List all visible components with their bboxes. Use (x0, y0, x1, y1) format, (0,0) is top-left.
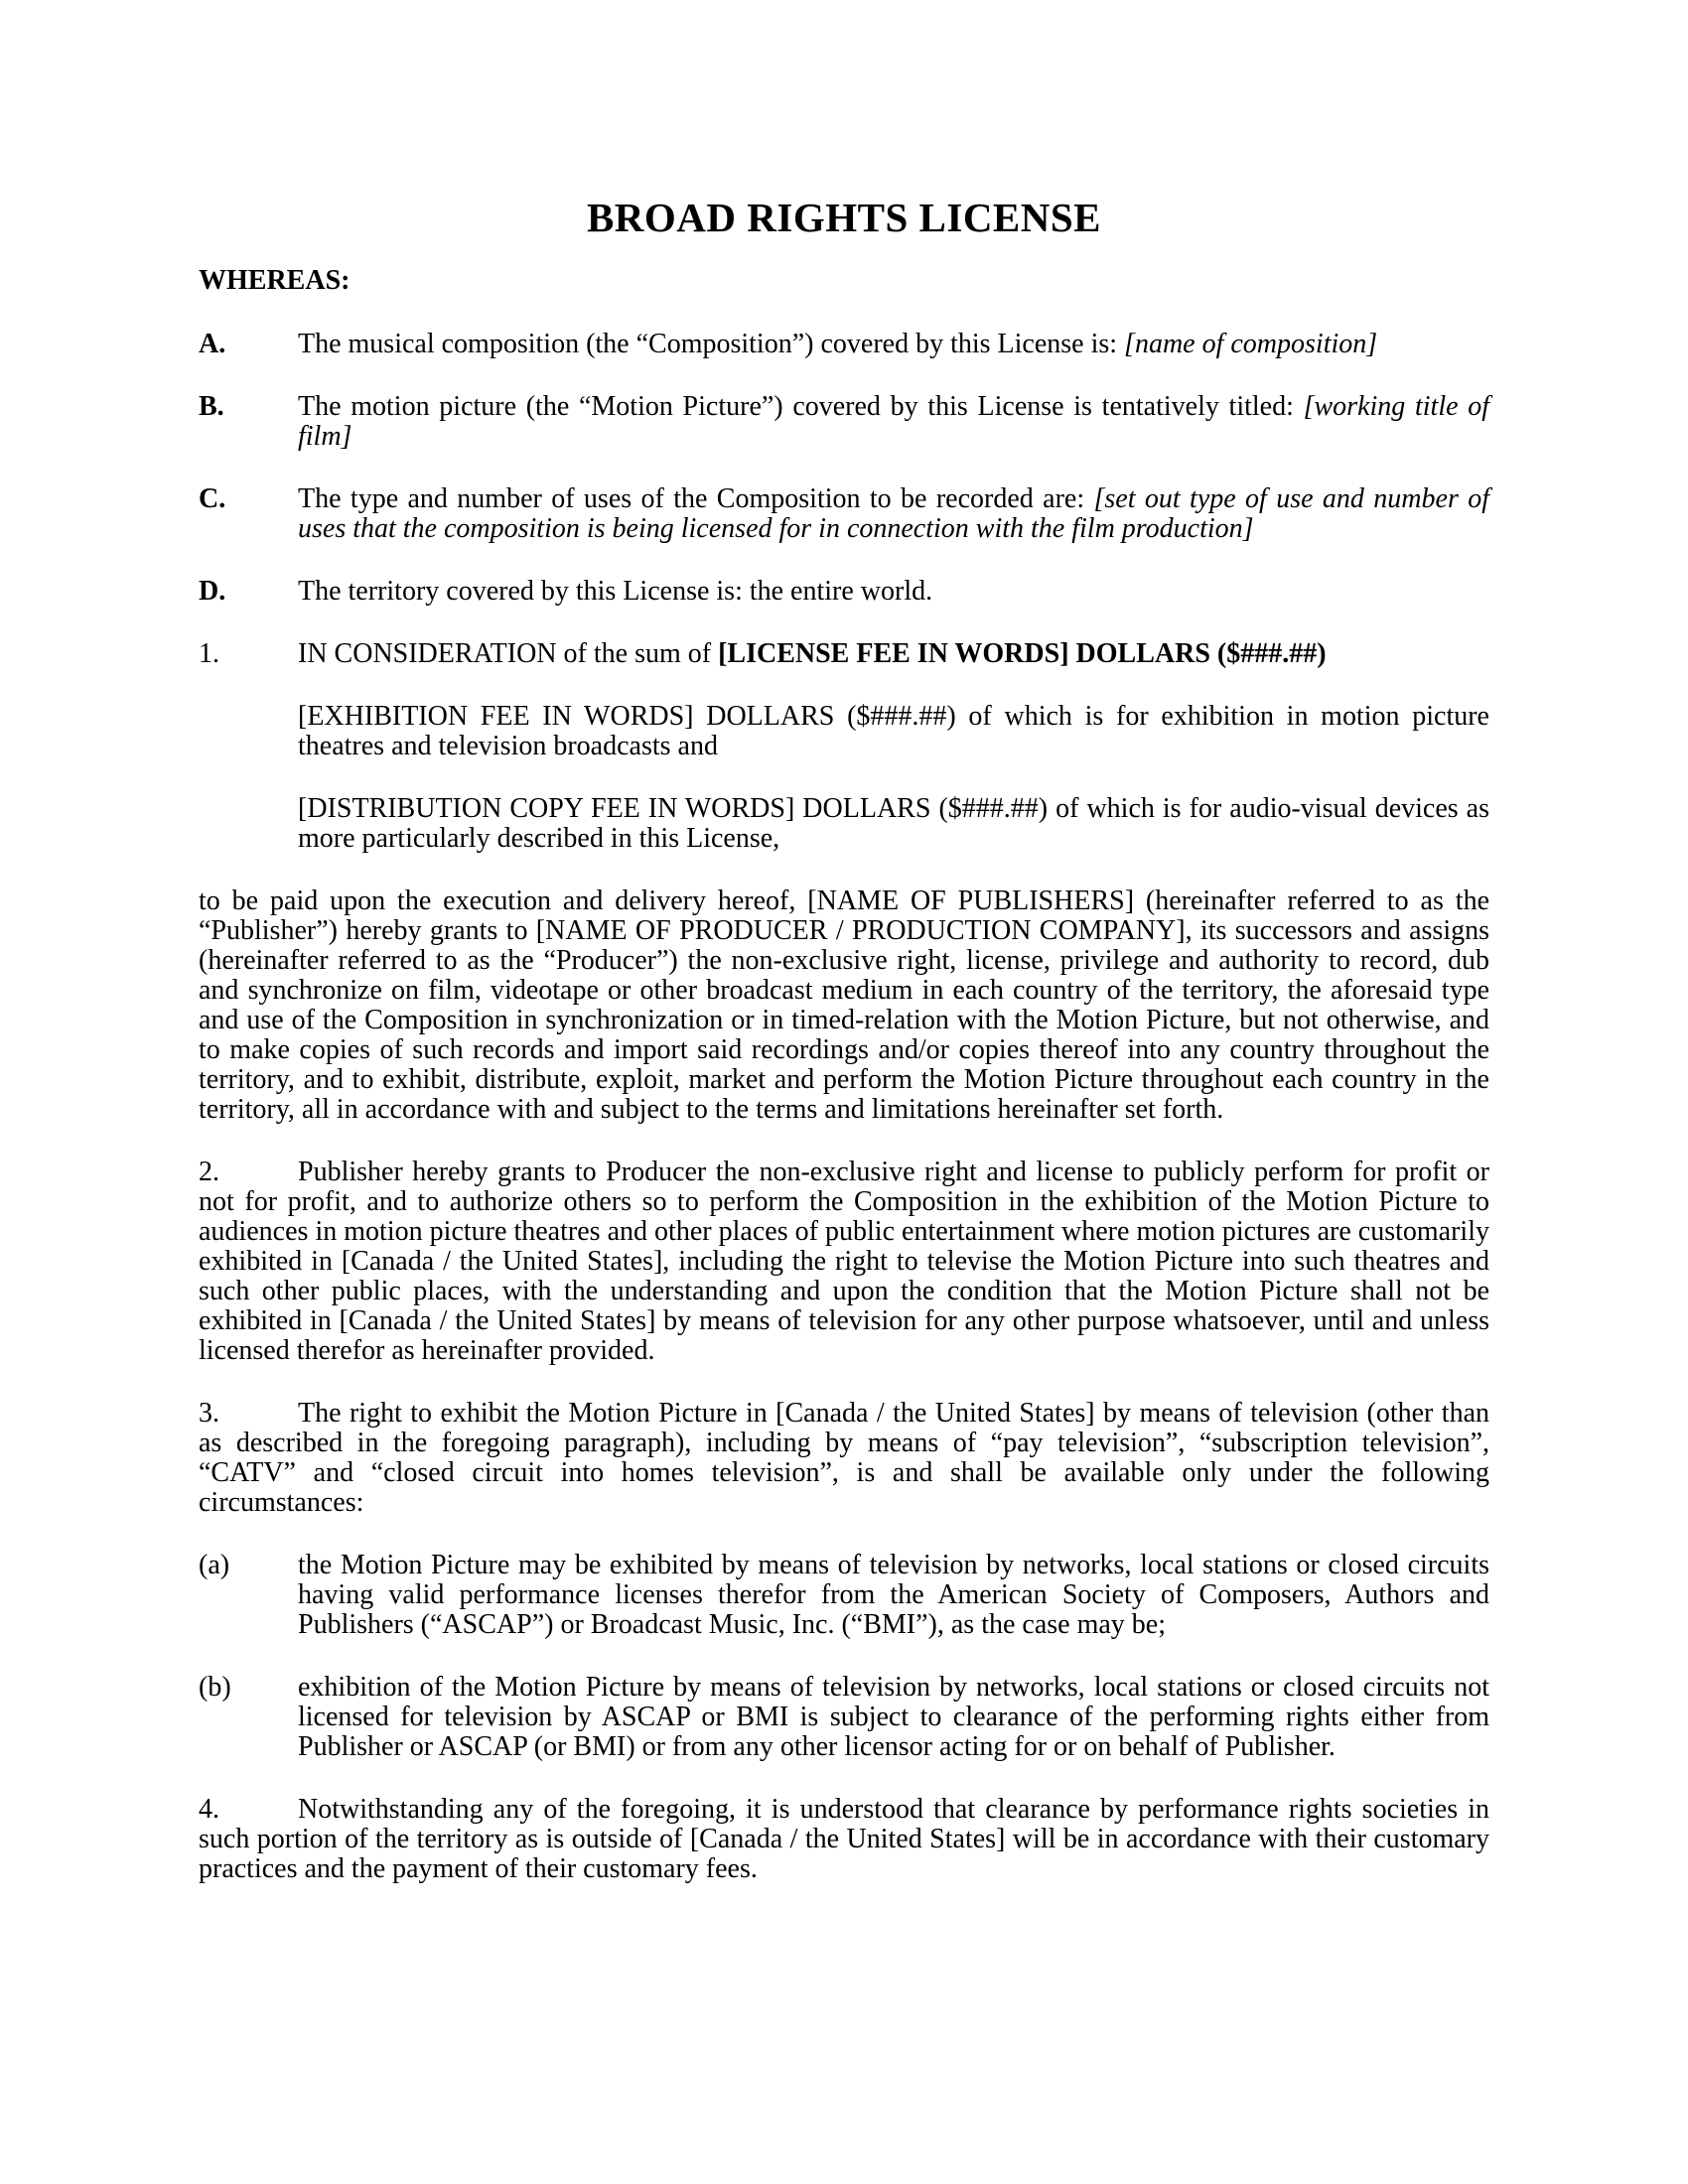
recital-a-text: The musical composition (the “Composition”) covered by this License is: (298, 329, 1125, 359)
recital-c-text: The type and number of uses of the Composition to be recorded are: (298, 483, 1094, 514)
recital-c-label: C. (199, 483, 226, 514)
recital-d-label: D. (199, 576, 226, 607)
clause-3b-text: exhibition of the Motion Picture by means of television by networks, local stations or closed circuits not licensed for television by ASCAP or BMI is subject to clearance of the performing rights either from Publisher or ASCAP (or BMI) or from any other licensor acting for or on behalf of Publisher. (298, 1672, 1489, 1762)
recital-b-placeholder: [working title of film] (298, 391, 1490, 452)
clause-1-label: 1. (199, 638, 219, 669)
recital-c (199, 484, 1489, 544)
clause-3-text: The right to exhibit the Motion Picture in [Canada / the United States] by means of television (other than as described in the foregoing paragraph), including by means of “pay television”, “subscription television”, “CATV” and “closed circuit into homes television”, is and shall be available only under the following circumstances: (199, 1398, 1489, 1518)
clause-2 (199, 1158, 1489, 1366)
clause-2-text: Publisher hereby grants to Producer the non-exclusive right and license to publicly perform for profit or not for profit, and to authorize others so to perform the Composition in the exhibition of the Motion Picture to audiences in motion picture theatres and other places of public entertainment where motion pictures are customarily exhibited in [Canada / the United States], including the right to televise the Motion Picture into such theatres and such other public places, with the understanding and upon the condition that the Motion Picture shall not be exhibited in [Canada / the United States] by means of television for any other purpose whatsoever, until and unless licensed therefor as hereinafter provided. (199, 1157, 1489, 1366)
clause-4-text: Notwithstanding any of the foregoing, it is understood that clearance by performance rights societies in such portion of the territory as is outside of [Canada / the United States] will be in accordance with their customary practices and the payment of their customary fees. (199, 1794, 1489, 1884)
clause-3a (199, 1551, 1489, 1640)
subclause-exhibition-fee: [EXHIBITION FEE IN WORDS] DOLLARS ($###.##) of which is for exhibition in motion picture theatres and television broadcasts and (298, 701, 1489, 761)
clause-3-label: 3. (199, 1398, 219, 1429)
clause-4-label: 4. (199, 1794, 219, 1825)
clause-1 (199, 639, 1489, 669)
recital-c-placeholder: [set out type of use and number of uses that the composition is being licensed for in connection with the film production] (298, 483, 1489, 544)
clause-1-lead: IN CONSIDERATION of the sum of (298, 638, 719, 669)
recital-a (199, 330, 1489, 359)
clause-3 (199, 1399, 1489, 1518)
clause-3a-text: the Motion Picture may be exhibited by means of television by networks, local stations or closed circuits having valid performance licenses therefor from the American Society of Composers, Authors and Publishers (“ASCAP”) or Broadcast Music, Inc. (“BMI”), as the case may be; (298, 1550, 1489, 1640)
clause-1-fee: [LICENSE FEE IN WORDS] DOLLARS ($###.##) (718, 638, 1327, 669)
recital-d (199, 577, 1489, 607)
recital-d-text: The territory covered by this License is: the entire world. (298, 576, 933, 607)
recital-a-placeholder: [name of composition] (1124, 329, 1378, 359)
subclause-distribution-fee: [DISTRIBUTION COPY FEE IN WORDS] DOLLARS ($###.##) of which is for audio-visual devices as more particularly described in this License, (298, 793, 1489, 854)
clause-3b (199, 1673, 1489, 1762)
whereas-heading: WHEREAS: (199, 265, 351, 296)
clause-3b-label: (b) (199, 1672, 231, 1703)
recital-b (199, 392, 1489, 452)
recital-b-label: B. (199, 391, 224, 422)
clause-4 (199, 1795, 1489, 1884)
recital-a-label: A. (199, 329, 226, 359)
grant-paragraph: to be paid upon the execution and delivery hereof, [NAME OF PUBLISHERS] (hereinafter referred to as the “Publisher”) hereby grants to [NAME OF PRODUCER / PRODUCTION COMPANY], its successors and assigns (hereinafter referred to as the “Producer”) the non-exclusive right, license, privilege and authority to record, dub and synchronize on film, videotape or other broadcast medium in each country of the territory, the aforesaid type and use of the Composition in synchronization or in timed-relation with the Motion Picture, but not otherwise, and to make copies of such records and import said recordings and/or copies thereof into any country throughout the territory, and to exhibit, distribute, exploit, market and perform the Motion Picture throughout each country in the territory, all in accordance with and subject to the terms and limitations hereinafter set forth. (199, 886, 1489, 1125)
clause-3a-label: (a) (199, 1550, 230, 1580)
document-title: BROAD RIGHTS LICENSE (586, 195, 1102, 240)
recital-b-text: The motion picture (the “Motion Picture”) covered by this License is tentatively titled: (298, 391, 1304, 422)
clause-2-label: 2. (199, 1157, 219, 1187)
